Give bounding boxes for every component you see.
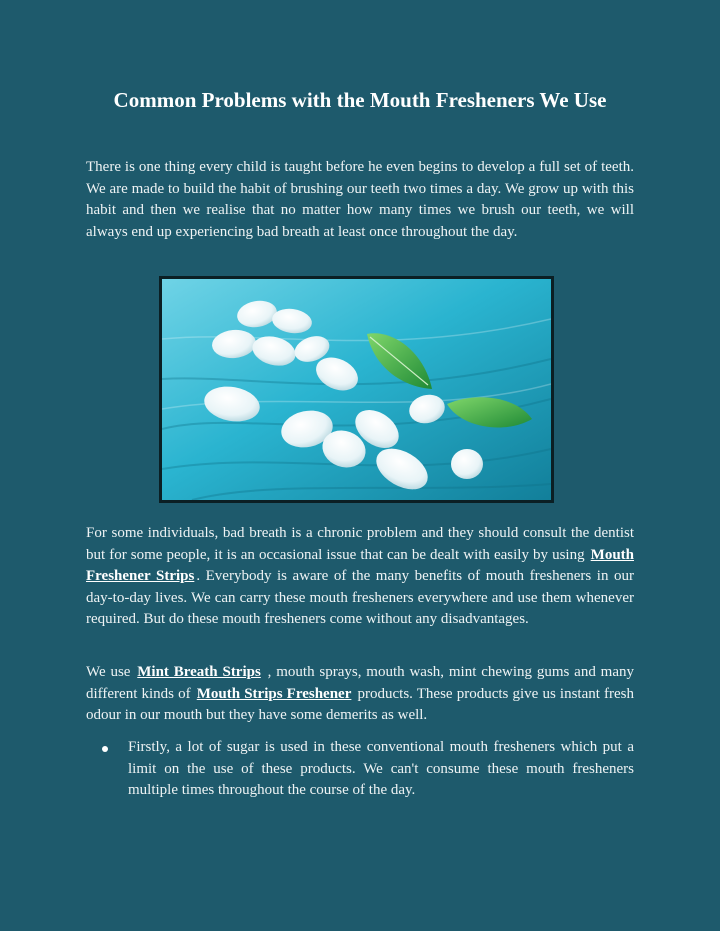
products-paragraph: [86, 662, 634, 727]
bullet-icon: [102, 746, 108, 752]
paragraph-text: products. These products give us instant fresh odour in our mouth but they have some demerits as well.: [86, 685, 635, 723]
paragraph-text: For some individuals, bad breath is a chronic problem and they should consult the dentist but for some people, it is an occasional issue that can be dealt with easily by using: [86, 525, 634, 563]
paragraph-text: . Everybody is aware of the many benefits of mouth fresheners in our day-to-day lives. We can carry these mouth fresheners everywhere and use them whenever required. But do these mouth fresheners come without any disadvantages.: [86, 568, 634, 627]
page-title: Common Problems with the Mouth Fresheners We Use: [113, 88, 607, 112]
paragraph-text: We use: [86, 664, 131, 680]
mint-breath-strips-link[interactable]: Mint Breath Strips: [137, 664, 261, 680]
intro-paragraph: There is one thing every child is taught before he even begins to develop a full set of teeth. We are made to build the habit of brushing our teeth two times a day. We grow up with this habit and then we realise that no matter how many times we brush our teeth, we will always end up experiencing bad breath at least once throughout the day.: [86, 159, 634, 240]
list-item-text: Firstly, a lot of sugar is used in these conventional mouth fresheners which put a limit on the use of these products. We can't consume these mouth fresheners multiple times throughout the course of the day.: [128, 739, 634, 798]
mints-photo: [159, 276, 554, 503]
mouth-freshener-strips-link[interactable]: Mouth Freshener Strips: [86, 546, 634, 584]
demerits-list: [100, 737, 634, 802]
mints-photo-illustration: [162, 279, 551, 500]
mouth-strips-freshener-link[interactable]: Mouth Strips Freshener: [196, 685, 352, 702]
mint-tablet: [451, 449, 483, 479]
paragraph-text: , mouth sprays, mouth wash, mint chewing gums and many different kinds of: [86, 664, 634, 702]
chronic-issue-paragraph: [86, 523, 634, 631]
list-item: [100, 737, 634, 802]
